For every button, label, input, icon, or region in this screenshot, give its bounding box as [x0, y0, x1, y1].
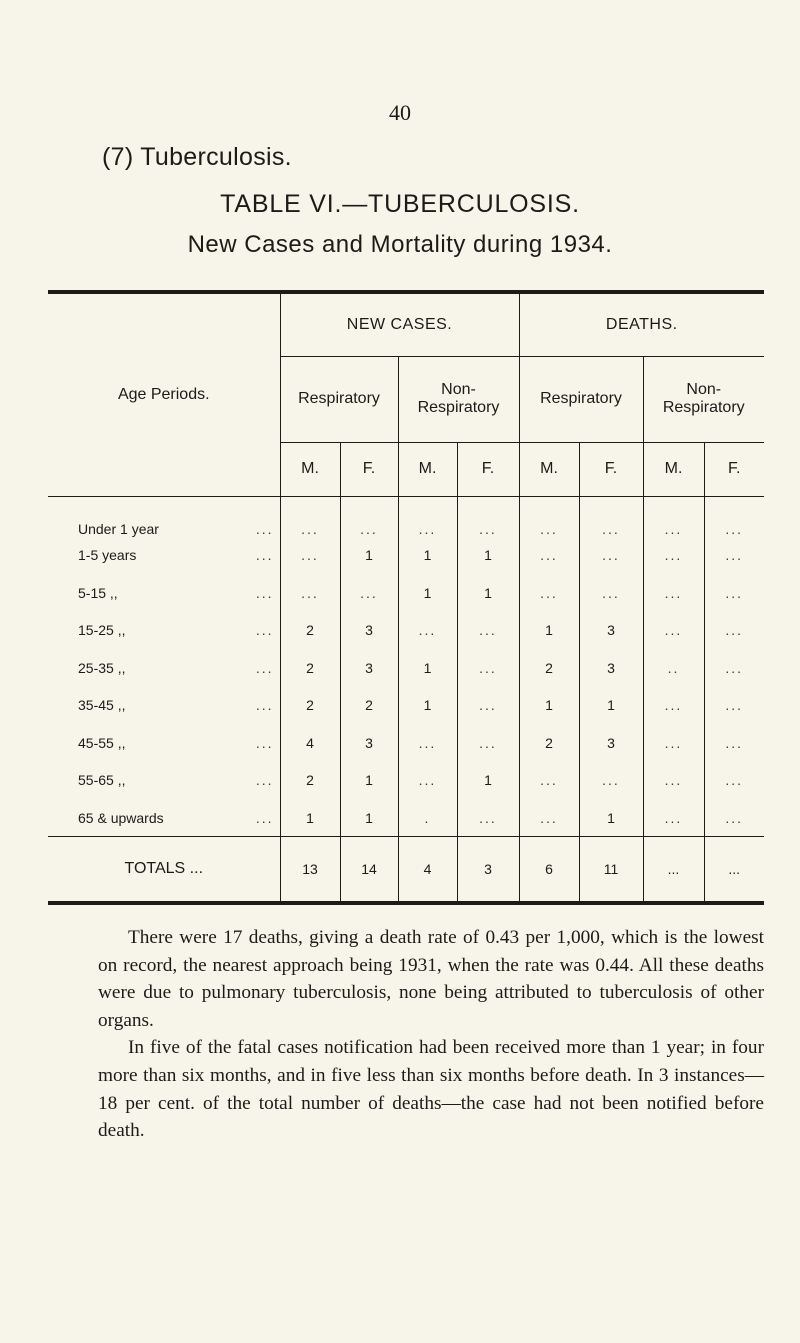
- tuberculosis-table: [48, 290, 764, 905]
- table-cell: ...: [579, 574, 643, 612]
- table-row: [48, 496, 764, 537]
- age-period-cell: [48, 799, 280, 837]
- table-cell: ...: [457, 799, 519, 837]
- table-cell: ...: [725, 697, 744, 714]
- table-cell: ...: [579, 537, 643, 575]
- table-cell: ...: [398, 612, 457, 650]
- age-period-cell: [48, 612, 280, 650]
- leader-dots: ...: [255, 547, 274, 564]
- new-cases-header: NEW CASES.: [280, 292, 519, 356]
- table-cell: 1: [519, 612, 579, 650]
- table-cell: ...: [725, 772, 744, 789]
- table-cell: 3: [340, 649, 398, 687]
- table-subtitle: New Cases and Mortality during 1934.: [187, 231, 613, 258]
- table-cell: ...: [340, 496, 398, 537]
- total-cell: ...: [643, 837, 704, 903]
- table-cell: 1: [398, 687, 457, 725]
- col-new-nonresp-m: M.: [398, 442, 457, 496]
- section-heading: (7) Tuberculosis.: [102, 143, 292, 171]
- age-period-cell: [48, 649, 280, 687]
- age-period-label: 45-55 ,,: [78, 734, 126, 751]
- col-deaths-nonresp-f: F.: [704, 442, 764, 496]
- total-cell: 6: [519, 837, 579, 903]
- col-new-resp-f: F.: [340, 442, 398, 496]
- table-cell: 1: [579, 687, 643, 725]
- total-cell: 4: [398, 837, 457, 903]
- deaths-non-respiratory-header: [643, 356, 764, 442]
- table-cell: 1: [398, 537, 457, 575]
- table-cell: ..: [643, 649, 704, 687]
- age-period-cell: [48, 537, 280, 575]
- paragraph-1: There were 17 deaths, giving a death rate of 0.43 per 1,000, which is the lowest on record, the nearest approach being 1931, when the rate was 0.44. All these deaths were due to pulmonary tuberculosis, none being attributed to tuberculosis of other organs.: [98, 927, 764, 1031]
- table-cell: ...: [643, 762, 704, 800]
- totals-row: [48, 837, 764, 903]
- table-cell: ...: [398, 496, 457, 537]
- table-cell: ...: [725, 584, 744, 601]
- table-cell: 2: [280, 762, 340, 800]
- col-new-resp-m: M.: [280, 442, 340, 496]
- table-cell: ...: [725, 734, 744, 751]
- table-row: [48, 537, 764, 575]
- deaths-respiratory-header: Respiratory: [519, 356, 643, 442]
- table-cell: ...: [643, 687, 704, 725]
- table-cell: ...: [643, 612, 704, 650]
- age-period-label: 5-15 ,,: [78, 584, 118, 601]
- table-cell: ...: [579, 496, 643, 537]
- table-cell: 3: [340, 724, 398, 762]
- age-periods-header: Age Periods.: [48, 292, 280, 496]
- table-cell: ...: [643, 799, 704, 837]
- total-cell: 3: [457, 837, 519, 903]
- table-cell: .: [398, 799, 457, 837]
- table-cell: 1: [280, 799, 340, 837]
- table-cell: ...: [398, 724, 457, 762]
- col-deaths-resp-f: F.: [579, 442, 643, 496]
- table-cell: ...: [643, 537, 704, 575]
- table-cell: 1: [340, 799, 398, 837]
- table-cell: 1: [457, 574, 519, 612]
- table-cell: 4: [280, 724, 340, 762]
- table-cell: ...: [519, 537, 579, 575]
- age-period-cell: [48, 762, 280, 800]
- age-period-cell: [48, 496, 280, 537]
- leader-dots: ...: [255, 697, 274, 714]
- table-cell: ...: [398, 762, 457, 800]
- age-period-cell: [48, 724, 280, 762]
- deaths-non-respiratory-line2: Respiratory: [662, 399, 745, 416]
- table-cell: ...: [340, 574, 398, 612]
- table-cell: ...: [725, 520, 744, 537]
- table-cell: 2: [280, 687, 340, 725]
- leader-dots: ...: [255, 622, 274, 639]
- table-cell: 3: [579, 649, 643, 687]
- total-cell: ...: [704, 837, 764, 903]
- table-title: TABLE VI.—TUBERCULOSIS.: [220, 190, 580, 218]
- table-cell: ...: [280, 537, 340, 575]
- table-cell: ...: [725, 659, 744, 676]
- table-cell: ...: [519, 762, 579, 800]
- leader-dots: ...: [255, 734, 274, 751]
- total-cell: 11: [579, 837, 643, 903]
- table-cell: 2: [519, 724, 579, 762]
- age-period-label: 65 & upwards: [78, 809, 164, 826]
- leader-dots: ...: [255, 520, 274, 537]
- age-period-cell: [48, 687, 280, 725]
- leader-dots: ...: [255, 772, 274, 789]
- table-row: [48, 762, 764, 800]
- table-cell: 1: [340, 537, 398, 575]
- deaths-non-respiratory-line1: Non-: [686, 381, 722, 398]
- age-period-label: 55-65 ,,: [78, 772, 126, 789]
- new-non-respiratory-header: [398, 356, 519, 442]
- table-cell: ...: [643, 574, 704, 612]
- age-period-label: Under 1 year: [78, 520, 159, 537]
- table-cell: ...: [457, 612, 519, 650]
- totals-label: TOTALS ...: [48, 837, 280, 903]
- table-cell: ...: [725, 547, 744, 564]
- deaths-header: DEATHS.: [519, 292, 764, 356]
- age-period-label: 1-5 years: [78, 547, 137, 564]
- leader-dots: ...: [255, 584, 274, 601]
- table-cell: 3: [340, 612, 398, 650]
- table-cell: 2: [519, 649, 579, 687]
- page-number: 40: [389, 100, 411, 125]
- table-cell: ...: [725, 622, 744, 639]
- col-deaths-nonresp-m: M.: [643, 442, 704, 496]
- table-cell: 1: [340, 762, 398, 800]
- table-cell: ...: [519, 799, 579, 837]
- table-cell: ...: [457, 496, 519, 537]
- leader-dots: ...: [255, 659, 274, 676]
- table-cell: ...: [457, 649, 519, 687]
- age-period-label: 15-25 ,,: [78, 622, 126, 639]
- col-new-nonresp-f: F.: [457, 442, 519, 496]
- table-cell: 1: [398, 649, 457, 687]
- table-row: [48, 687, 764, 725]
- table-cell: 1: [457, 537, 519, 575]
- leader-dots: ...: [255, 809, 274, 826]
- new-non-respiratory-line2: Respiratory: [417, 399, 500, 416]
- table-cell: 1: [519, 687, 579, 725]
- table-row: [48, 799, 764, 837]
- table-row: [48, 574, 764, 612]
- table-cell: 1: [398, 574, 457, 612]
- new-respiratory-header: Respiratory: [280, 356, 398, 442]
- table-row: [48, 612, 764, 650]
- table-body: [48, 496, 764, 837]
- table-cell: ...: [519, 574, 579, 612]
- total-cell: 14: [340, 837, 398, 903]
- table-cell: ...: [457, 724, 519, 762]
- table-cell: ...: [457, 687, 519, 725]
- table-cell: 1: [457, 762, 519, 800]
- new-non-respiratory-line1: Non-: [441, 381, 476, 398]
- table-cell: ...: [280, 574, 340, 612]
- age-period-label: 35-45 ,,: [78, 697, 126, 714]
- body-text: [98, 924, 764, 1145]
- table-row: [48, 724, 764, 762]
- col-deaths-resp-m: M.: [519, 442, 579, 496]
- table-cell: ...: [579, 762, 643, 800]
- table-cell: 1: [579, 799, 643, 837]
- age-period-cell: [48, 574, 280, 612]
- table-cell: 2: [340, 687, 398, 725]
- table-cell: 2: [280, 612, 340, 650]
- table-cell: ...: [519, 496, 579, 537]
- table-cell: ...: [725, 809, 744, 826]
- table-row: [48, 649, 764, 687]
- paragraph-2: In five of the fatal cases notification had been received more than 1 year; in four more than six months, and in five less than six months before death. In 3 instances—18 per cent. of the total number of deaths—the case had not been notified before death.: [98, 1037, 764, 1142]
- total-cell: 13: [280, 837, 340, 903]
- table-cell: 3: [579, 724, 643, 762]
- table-cell: ...: [643, 724, 704, 762]
- table-cell: ...: [280, 496, 340, 537]
- table-cell: 2: [280, 649, 340, 687]
- age-period-label: 25-35 ,,: [78, 659, 126, 676]
- table-cell: ...: [643, 496, 704, 537]
- table-cell: 3: [579, 612, 643, 650]
